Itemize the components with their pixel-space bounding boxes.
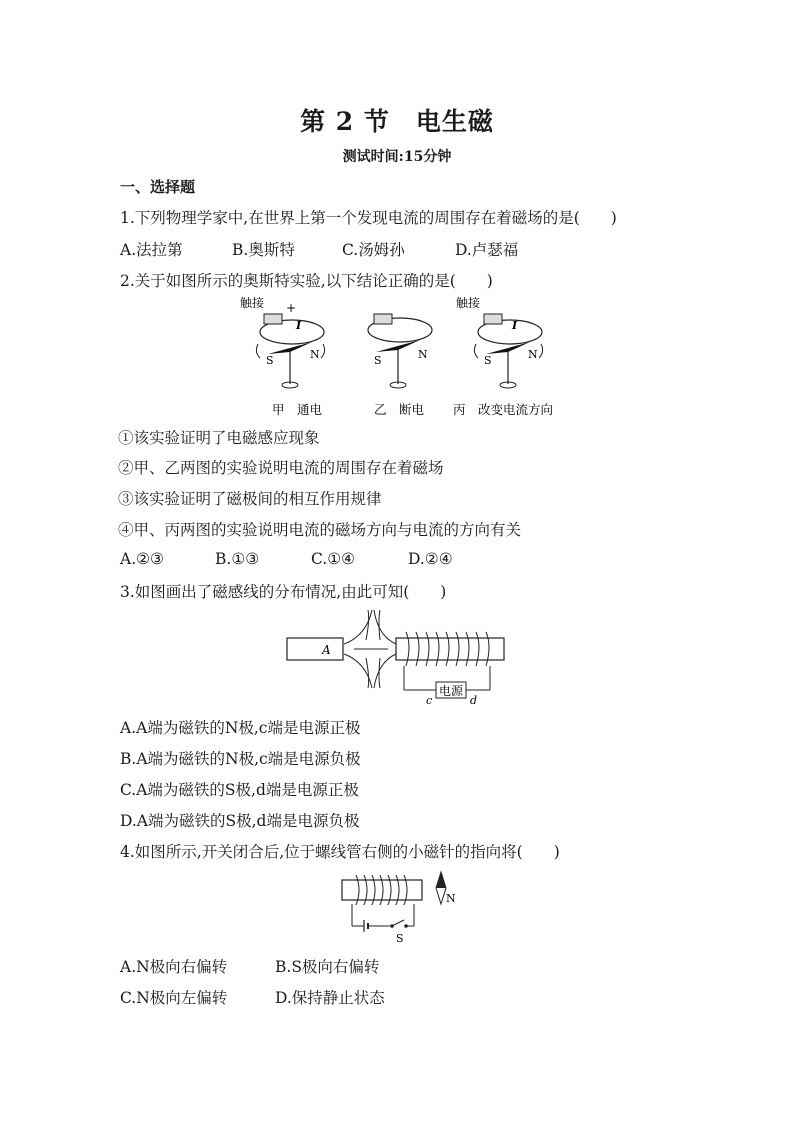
switch-q4 <box>392 920 404 926</box>
q3-option-a[interactable]: A.A端为磁铁的N极,c端是电源正极 <box>120 719 361 737</box>
q2-stem: 2.关于如图所示的奥斯特实验,以下结论正确的是( ) <box>120 272 493 290</box>
q3-option-d[interactable]: D.A端为磁铁的S极,d端是电源负极 <box>120 812 360 830</box>
q2-statement-4: ④甲、丙两图的实验说明电流的磁场方向与电流的方向有关 <box>118 521 522 539</box>
q1-stem: 1.下列物理学家中,在世界上第一个发现电流的周围存在着磁场的是( ) <box>120 209 617 227</box>
q2-option-c[interactable]: C.①④ <box>311 550 356 568</box>
test-time: 测试时间:15分钟 <box>342 149 452 165</box>
page-title: 第 2 节 电生磁 <box>300 107 494 136</box>
solenoid-compass-figure <box>338 870 468 948</box>
plus-label-jia: + <box>286 301 297 315</box>
panel-jia <box>240 295 325 417</box>
q4-option-b[interactable]: B.S极向右偏转 <box>275 958 380 976</box>
power-label: 电源 <box>439 684 464 698</box>
q2-statement-1: ①该实验证明了电磁感应现象 <box>118 429 320 447</box>
field-lines-figure <box>284 610 514 706</box>
caption-jia: 甲 通电 <box>272 402 323 417</box>
magnet-label-a: A <box>322 643 331 657</box>
q3-stem: 3.如图画出了磁感线的分布情况,由此可知( ) <box>120 583 447 601</box>
caption-yi: 乙 断电 <box>374 402 425 417</box>
q2-option-b[interactable]: B.①③ <box>215 550 260 568</box>
s-label-jia: S <box>266 354 274 367</box>
q4-option-a[interactable]: A.N极向右偏转 <box>120 958 228 976</box>
n-label-jia: N <box>310 348 320 361</box>
bar-magnet <box>287 638 343 660</box>
q2-option-d[interactable]: D.②④ <box>408 550 453 568</box>
s-label-bing: S <box>484 354 492 367</box>
q4-option-d[interactable]: D.保持静止状态 <box>275 989 385 1007</box>
s-label-yi: S <box>374 354 382 367</box>
q4-stem: 4.如图所示,开关闭合后,位于螺线管右侧的小磁针的指向将( ) <box>120 843 560 861</box>
panel-yi <box>368 314 432 417</box>
q3-option-c[interactable]: C.A端为磁铁的S极,d端是电源正极 <box>120 781 359 799</box>
current-label-bing: I <box>512 319 518 332</box>
field-lines <box>344 610 396 688</box>
oersted-experiment-figure <box>228 292 578 422</box>
q1-option-c[interactable]: C.汤姆孙 <box>342 241 405 259</box>
q2-statement-2: ②甲、乙两图的实验说明电流的周围存在着磁场 <box>118 459 444 477</box>
touch-label-bing: 触接 <box>456 296 481 310</box>
q1-option-b[interactable]: B.奥斯特 <box>232 241 295 259</box>
q1-option-a[interactable]: A.法拉第 <box>120 241 183 259</box>
q2-statement-3: ③该实验证明了磁极间的相互作用规律 <box>118 490 382 508</box>
q1-option-d[interactable]: D.卢瑟福 <box>455 241 519 259</box>
q3-option-b[interactable]: B.A端为磁铁的N极,c端是电源负极 <box>120 750 361 768</box>
battery-yi <box>374 314 392 324</box>
battery-jia <box>264 314 282 324</box>
compass-n-label: N <box>446 892 456 905</box>
n-label-bing: N <box>528 348 538 361</box>
q2-option-a[interactable]: A.②③ <box>120 550 164 568</box>
n-label-yi: N <box>418 348 428 361</box>
d-label: d <box>470 694 478 706</box>
panel-bing <box>453 295 553 417</box>
section-heading: 一、选择题 <box>120 178 196 196</box>
q4-option-c[interactable]: C.N极向左偏转 <box>120 989 228 1007</box>
touch-label-jia: 触接 <box>240 296 265 310</box>
switch-s-label: S <box>396 932 404 945</box>
battery-bing <box>484 314 502 324</box>
caption-bing: 丙 改变电流方向 <box>453 402 554 417</box>
c-label: c <box>426 694 433 706</box>
current-label-jia: I <box>296 319 302 332</box>
